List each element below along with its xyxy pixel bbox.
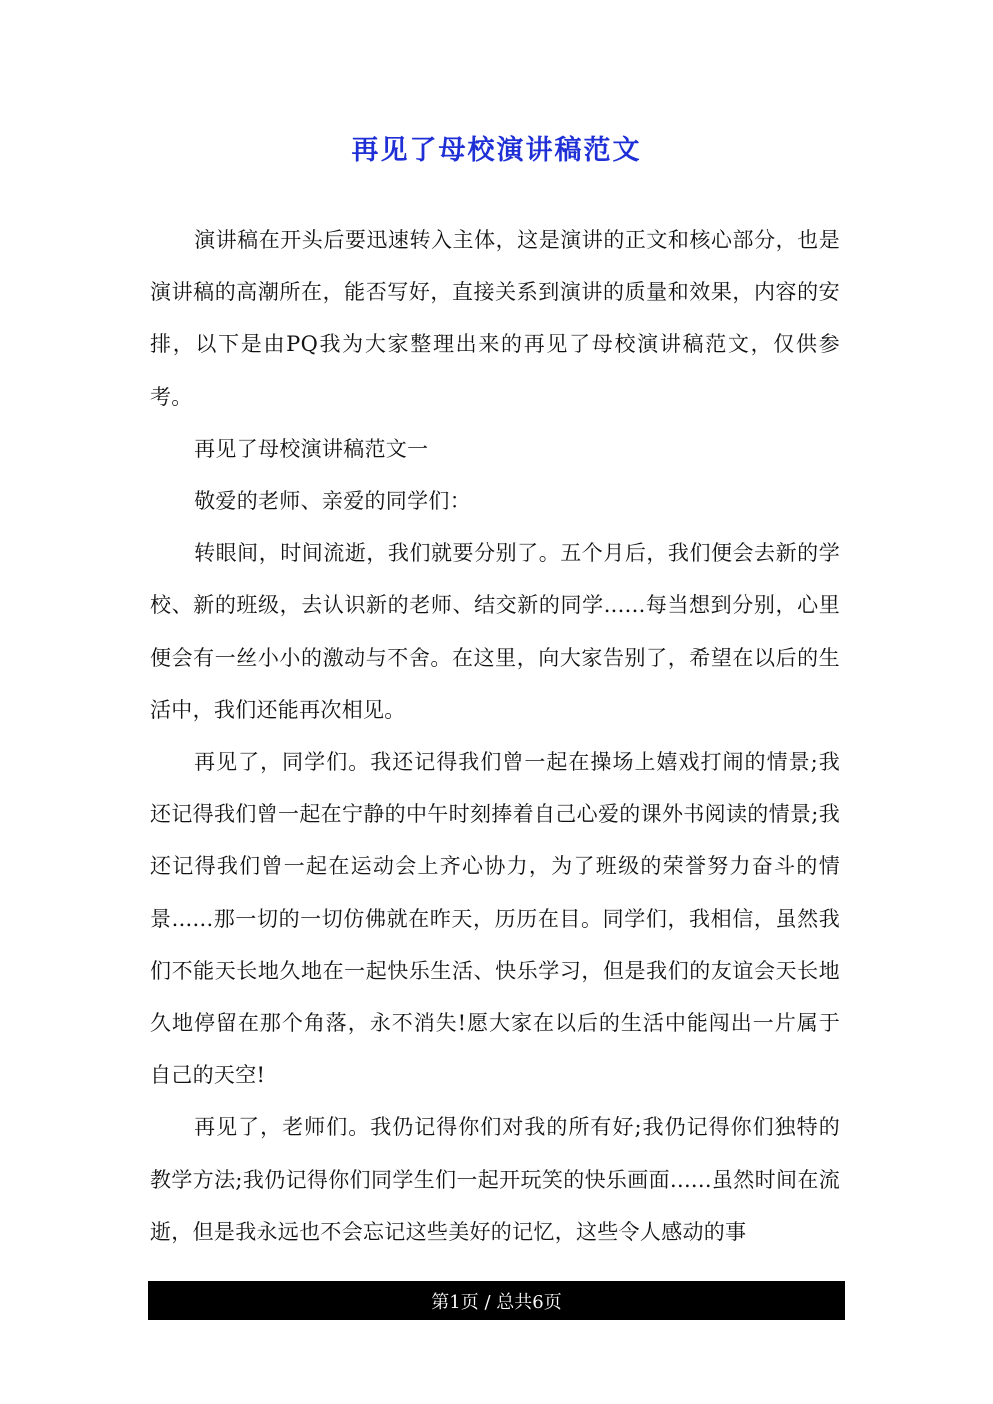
section-heading: 再见了母校演讲稿范文一 <box>194 436 429 461</box>
body-paragraph: 转眼间，时间流逝，我们就要分别了。五个月后，我们便会去新的学校、新的班级，去认识新的老师、结交新的同学......每当想到分别，心里便会有一丝小小的激动与不舍。在这里，向大家告别了，希望在以后的生活中，我们还能再次相见。 <box>150 541 840 722</box>
page-footer <box>148 1281 845 1320</box>
body-paragraph: 再见了，同学们。我还记得我们曾一起在操场上嬉戏打闹的情景;我还记得我们曾一起在宁静的中午时刻捧着自己心爱的课外书阅读的情景;我还记得我们曾一起在运动会上齐心协力，为了班级的荣誉努力奋斗的情景......那一切的一切仿佛就在昨天，历历在目。同学们，我相信，虽然我们不能天长地久地在一起快乐生活、快乐学习，但是我们的友谊会天长地久地停留在那个角落，永不消失!愿大家在以后的生活中能闯出一片属于自己的天空! <box>150 750 840 1088</box>
document-title: 再见了母校演讲稿范文 <box>351 135 642 166</box>
page-number-label: 第1页 / 总共6页 <box>431 1291 562 1313</box>
document-body <box>150 214 840 1258</box>
salutation: 敬爱的老师、亲爱的同学们： <box>194 489 471 514</box>
intro-paragraph: 演讲稿在开头后要迅速转入主体，这是演讲的正文和核心部分，也是演讲稿的高潮所在，能否写好，直接关系到演讲的质量和效果，内容的安排，以下是由PQ我为大家整理出来的再见了母校演讲稿范文，仅供参考。 <box>150 228 840 409</box>
body-paragraph: 再见了，老师们。我仍记得你们对我的所有好;我仍记得你们独特的教学方法;我仍记得你们同学生们一起开玩笑的快乐画面......虽然时间在流逝，但是我永远也不会忘记这些美好的记忆，这些令人感动的事 <box>150 1115 840 1244</box>
